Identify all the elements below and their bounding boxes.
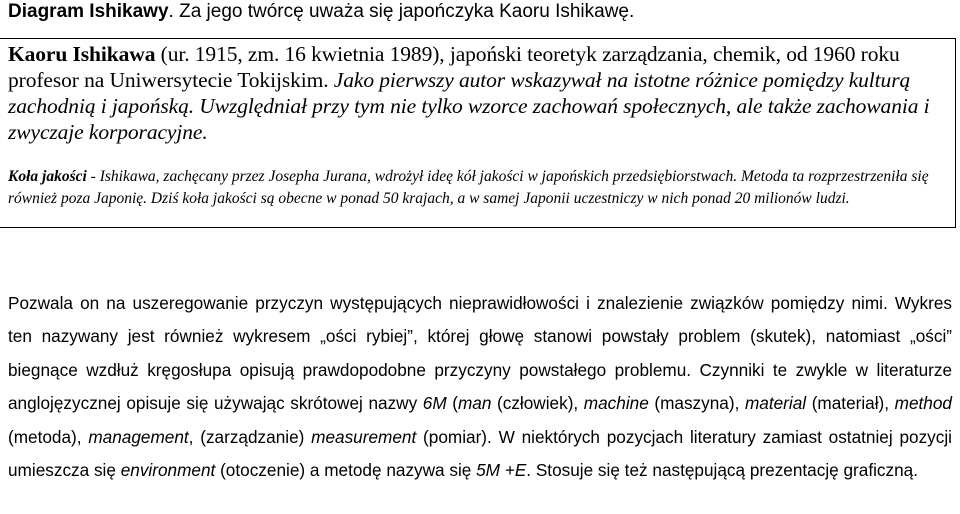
term-measurement: measurement [311, 426, 417, 447]
body-text-1: Pozwala on na uszeregowanie przyczyn występujących nieprawidłowości i znalezienie związków pomiędzy nimi. Wykres ten nazywany jest również wykresem „ości rybiej”, której głowę stanowi powstały problem (skutek), natomiast „ości” biegnące wzdłuż kręgosłupa opisują prawdopodobne przyczyny powstałego problemu. Czynniki te zwykle w literaturze anglojęzycznej opisuje się używając skrótowej nazwy [8, 293, 952, 414]
page-heading [8, 0, 952, 24]
heading-subtitle: . Za jego twórcę uważa się japończyka Kaoru Ishikawę. [168, 1, 635, 22]
term-man: man [457, 393, 492, 414]
biography-paragraph [8, 41, 948, 145]
body-text-2: ( [446, 393, 458, 414]
biography-italic-text: Jako pierwszy autor wskazywał na istotne różnice pomiędzy kulturą zachodnią i japońską. Uwzględniał przy tym nie tylko wzorce zachowań społecznych, ale także zachowania i zwyczaje korporacyjne. [8, 68, 930, 144]
biography-name: Kaoru Ishikawa [8, 42, 156, 66]
term-5m-e: 5M +E [476, 460, 527, 481]
body-paragraph [8, 287, 952, 487]
quality-circles-paragraph [8, 166, 952, 210]
quality-circles-text: - Ishikawa, zachęcany przez Josepha Jurana, wdrożył ideę kół jakości w japońskich przedsiębiorstwach. Metoda ta rozprzestrzeniła się również poza Japonię. Dziś koła jakości są obecne w ponad 50 krajach, a w samej Japonii uczestniczy w nich ponad 20 milionów ludzi. [8, 168, 929, 207]
term-material: material [744, 393, 807, 414]
body-text-8: (pomiar). W niektórych pozycjach literatury zamiast ostatniej pozycji umieszcza się [8, 426, 952, 481]
heading-title: Diagram Ishikawy [8, 1, 169, 22]
body-text-10: . Stosuje się też następującą prezentację graficzną. [526, 460, 919, 481]
term-6m: 6M [422, 393, 447, 414]
term-method: method [894, 393, 952, 414]
body-text-9: (otoczenie) a metodę nazywa się [215, 460, 477, 481]
biography-dates: (ur. 1915, zm. 16 kwietnia 1989), japoński teoretyk zarządzania, chemik, od 1960 roku profesor na Uniwersytecie Tokijskim. [8, 42, 900, 92]
body-text-5: (materiał), [806, 393, 895, 414]
body-text-6: (metoda), [8, 426, 89, 447]
body-text-4: (maszyna), [648, 393, 745, 414]
term-management: management [88, 426, 189, 447]
biography-box [0, 38, 956, 228]
body-text-7: , (zarządzanie) [188, 426, 312, 447]
quality-circles-label: Koła jakości [8, 168, 87, 185]
term-environment: environment [120, 460, 216, 481]
term-machine: machine [583, 393, 649, 414]
body-text-3: (człowiek), [491, 393, 584, 414]
